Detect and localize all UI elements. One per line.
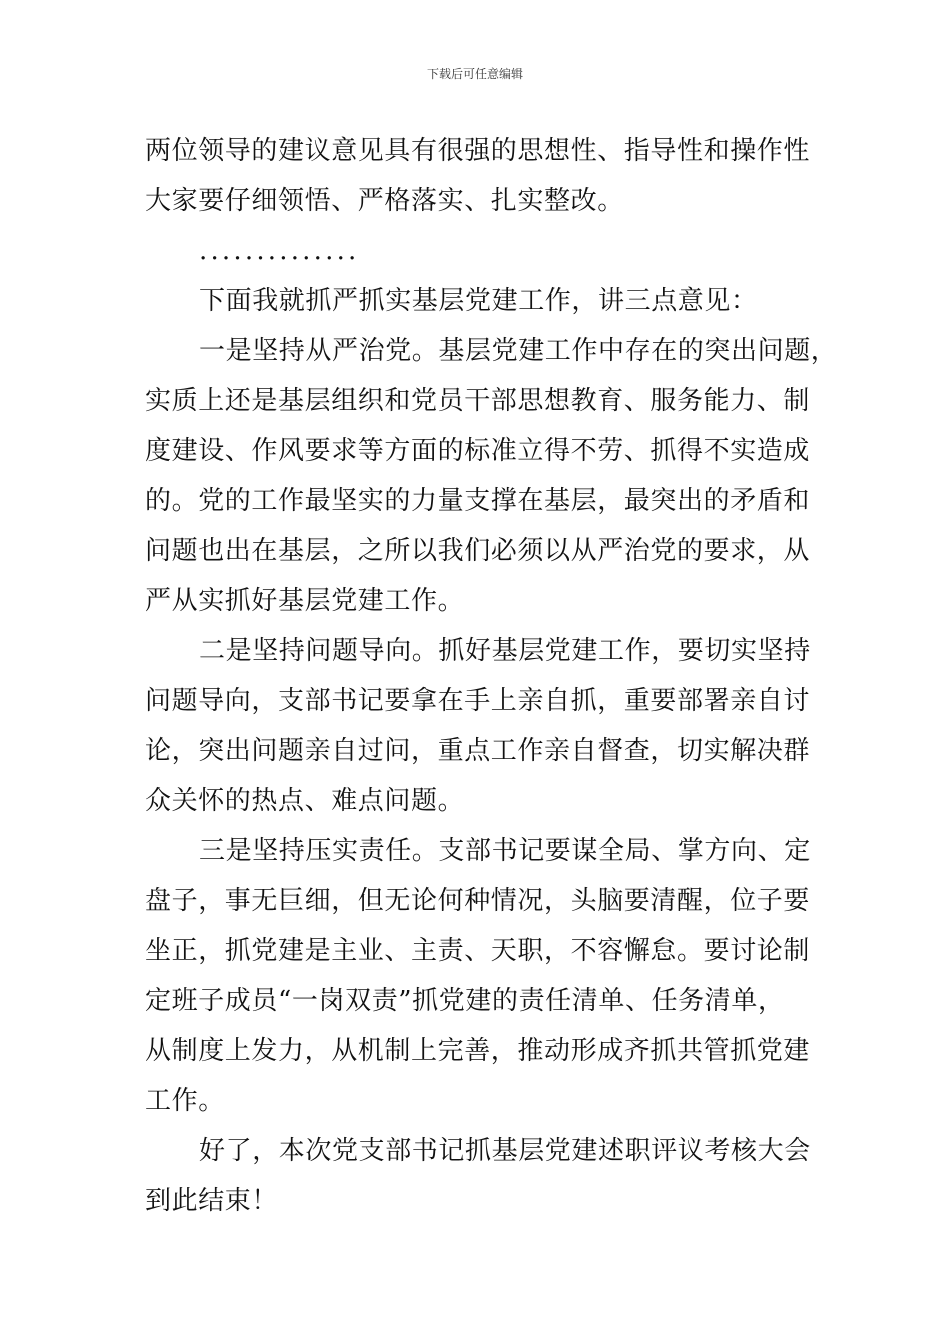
text-line: 好了，本次党支部书记抓基层党建述职评议考核大会: [199, 1136, 811, 1166]
text-line: 盘子，事无巨细，但无论何种情况，头脑要清醒，位子要: [145, 886, 811, 916]
document-body: [145, 126, 838, 1226]
text-line: 度建设、作风要求等方面的标准立得不劳、抓得不实造成: [145, 436, 811, 466]
text-line: 众关怀的热点、难点问题。: [145, 786, 465, 816]
text-line: 的。党的工作最坚实的力量支撑在基层，最突出的矛盾和: [145, 486, 811, 516]
text-line: 下面我就抓严抓实基层党建工作，讲三点意见：: [199, 286, 758, 316]
paragraph-opening: [145, 126, 817, 226]
text-line: 定班子成员“一岗双责”抓党建的责任清单、任务清单，: [145, 986, 785, 1016]
paragraph-closing: [145, 1126, 817, 1226]
text-line: 到此结束！: [145, 1186, 279, 1216]
paragraph-point-three: [145, 826, 817, 1126]
paragraph-point-one: [145, 326, 838, 626]
text-line: 问题也出在基层，之所以我们必须以从严治党的要求，从: [145, 536, 811, 566]
ellipsis-separator: ..............: [199, 236, 360, 266]
text-line: 两位领导的建议意见具有很强的思想性、指导性和操作性: [145, 136, 811, 166]
page-header: 下载后可任意编辑: [426, 67, 523, 81]
text-line: 论，突出问题亲自过问，重点工作亲自督查，切实解决群: [145, 736, 811, 766]
paragraph-intro: [145, 276, 817, 326]
text-line: 大家要仔细领悟、严格落实、扎实整改。: [145, 186, 624, 216]
paragraph-point-two: [145, 626, 817, 826]
text-line: 三是坚持压实责任。支部书记要谋全局、掌方向、定: [199, 836, 811, 866]
text-line: 实质上还是基层组织和党员干部思想教育、服务能力、制: [145, 386, 811, 416]
text-line: 严从实抓好基层党建工作。: [145, 586, 465, 616]
text-line: 从制度上发力，从机制上完善，推动形成齐抓共管抓党建: [145, 1036, 811, 1066]
text-line: 工作。: [145, 1086, 225, 1116]
text-line: 坐正，抓党建是主业、主责、天职，不容懈怠。要讨论制: [145, 936, 811, 966]
text-line: 二是坚持问题导向。抓好基层党建工作，要切实坚持: [199, 636, 811, 666]
text-line: 问题导向，支部书记要拿在手上亲自抓，重要部署亲自讨: [145, 686, 811, 716]
text-line: 一是坚持从严治党。基层党建工作中存在的突出问题，: [199, 336, 838, 366]
